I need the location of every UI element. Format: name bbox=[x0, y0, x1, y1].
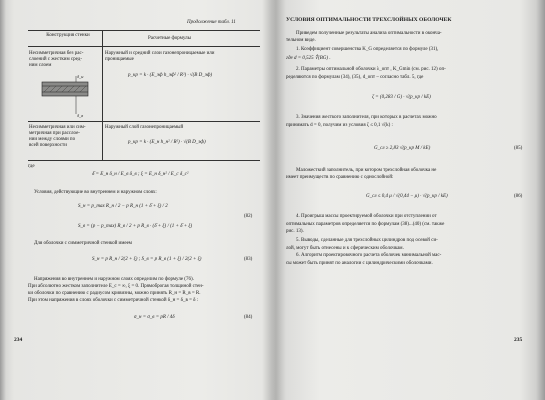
item6-line2: сы может быть принят по аналогии с цилиндрическими оболочками. bbox=[286, 261, 433, 266]
table-continuation-header: Продолжение табл. 11 bbox=[187, 20, 236, 25]
item3-line2: принимать d = 0, получим из условия ζ ≤ 0,1 √(k) : bbox=[286, 123, 393, 128]
formula-86: G_сл ≤ 0,4 μ / √(0,44 − μ) · √(p_кр / kE) bbox=[366, 194, 448, 199]
row2-formula-desc: Наружный слой газонепроницаемый bbox=[105, 125, 184, 130]
paragraph-line1: Напряжения во внутреннем и наружном слоях определим по формуле (76). bbox=[34, 277, 194, 282]
paragraph-line3: ки оболочки по сравнению с радиусом кривизны, можно принять R_н = R_в = R. bbox=[28, 291, 201, 296]
item2-line1: 2. Параметры оптимальной оболочки λ_опт , K_Gmin (см. рис. 12) оп- bbox=[296, 67, 446, 72]
item1-line2: где d = 0,525 ∜(BG) . bbox=[286, 56, 331, 61]
eq83-formula: S_н = p R_н / 2(2 + ξ) ; S_в = p R_в (1 + ξ) / 2(2 + ξ) bbox=[92, 257, 202, 262]
section-title: УСЛОВИЯ ОПТИМАЛЬНОСТИ ТРЕХСЛОЙНЫХ ОБОЛОЧЕК bbox=[286, 17, 452, 23]
weak-filler-line2: имеет преимуществ по сравнению с однослойной: bbox=[286, 175, 394, 180]
formula-85: G_сл ≥ 2,83 √(p_кр M / kE) bbox=[374, 146, 431, 151]
item6-line1: 6. Алгоритм проектировочного расчета оболочек минимальной мас- bbox=[296, 253, 442, 258]
table-bottom-rule bbox=[28, 160, 260, 161]
row2-formula: p_кр = k · (E_н h_н² / R²) · √(B D_эф) bbox=[128, 140, 206, 145]
eq83-number: (83) bbox=[244, 257, 253, 262]
weak-filler-line1: Маложесткий заполнитель, при котором трехслойная оболочка не bbox=[296, 168, 437, 173]
formula-zeta: ζ = (0,283 / G) · √(p_кр / kE) bbox=[372, 95, 431, 100]
row1-construction-line3: ним слоем bbox=[29, 63, 52, 68]
where-formula: δ̄ = E_н δ_н / E_в δ_в ; ξ = E_н δ_н² / E_с δ_с² bbox=[92, 172, 189, 177]
eq86-number: (86) bbox=[514, 194, 523, 199]
row2-construction-line4: всей поверхности bbox=[29, 143, 67, 148]
eq84-number: (84) bbox=[244, 315, 253, 320]
row1-construction-line1: Несимметричная без рас- bbox=[29, 51, 84, 56]
row1-label-delta-v: δ_в bbox=[77, 113, 84, 118]
page-number-left: 234 bbox=[14, 337, 23, 343]
intro-line2: тельном виде. bbox=[286, 38, 316, 43]
eq84-formula: σ_н = σ_в = pR / 4δ bbox=[134, 315, 175, 320]
conditions-title: Условия, действующие во внутреннем и наружном слоях: bbox=[34, 190, 157, 195]
where-label: где bbox=[28, 164, 35, 169]
symmetric-wall-text: Для оболочки с симметричной стенкой имеем bbox=[34, 241, 132, 246]
eq85-number: (85) bbox=[514, 146, 523, 151]
row1-construction-line2: слоений с жестким сред- bbox=[29, 57, 82, 62]
paragraph-line2: При абсолютно жестком заполнителе E_с = ∞, ξ = 0. Прямоброгая толщиной стен- bbox=[28, 284, 204, 289]
row1-formula: p_кр = k · (E_эф h_эф² / R²) · √(B D_эф) bbox=[128, 73, 213, 78]
item4-line3: рис. 13). bbox=[286, 229, 304, 234]
item5-line2: лой, могут быть отнесены и к сферическим оболочкам. bbox=[286, 246, 404, 251]
item4-line2: оптимальных параметров определяется по формулам (38)...(40) (см. также bbox=[286, 222, 445, 227]
page-number-right: 235 bbox=[514, 337, 523, 343]
table-top-rule bbox=[28, 30, 260, 31]
row1-label-delta-n: δ_н bbox=[77, 74, 84, 79]
item5-line1: 5. Выводы, сделанные для трехслойных цилиндров под осевой си- bbox=[296, 238, 438, 243]
eq82-number: (82) bbox=[244, 214, 253, 219]
row2-construction-line3: нии между слоями по bbox=[29, 137, 76, 142]
left-page bbox=[12, 0, 267, 400]
item2-line2: ределяются по формулам (34), (35), d_опт – согласно табл. 5, где bbox=[286, 75, 424, 80]
item4-line1: 4. Проигрыш массы проектируемой оболочки при отступлении от bbox=[296, 214, 437, 219]
table-row-rule bbox=[28, 121, 260, 122]
table-column-divider bbox=[102, 30, 103, 160]
row2-construction-line1: Несимметричная или сим- bbox=[29, 125, 86, 130]
item1-line1: 1. Коэффициент совершенства K_G определяется по формуле (31), bbox=[296, 47, 439, 52]
layered-wall-sketch bbox=[38, 74, 94, 118]
row1-formula-desc-line1: Наружный и средний слои газонепроницаемые или bbox=[105, 51, 215, 56]
row2-construction-line2: метричная при расслое- bbox=[29, 131, 80, 136]
right-page bbox=[282, 0, 532, 400]
row1-formula-desc-line2: проницаемые bbox=[105, 57, 134, 62]
paragraph-line4: При этом напряжения в слоях оболочки с симметричной стенкой δ_н = δ_в = δ : bbox=[28, 298, 199, 303]
item3-line1: 3. Значения жесткого заполнителя, при которых в расчетах можно bbox=[296, 115, 437, 120]
eq82-line1: S_н = p_max R_н / 2 − p R_н (1 + δ̄ + ξ) / 2 bbox=[78, 204, 168, 209]
table-col2-header: Расчетные формулы bbox=[148, 36, 192, 41]
intro-line1: Приведем полученные результаты анализа оптимальности в оконча- bbox=[296, 31, 442, 36]
eq82-line2: S_в = (p − p_max) R_в / 2 + p R_в · (δ̄ + ξ) / (1 + δ̄ + ξ) bbox=[78, 224, 193, 229]
table-header-rule bbox=[28, 46, 260, 47]
table-col1-header: Конструкция стенки bbox=[46, 33, 90, 38]
